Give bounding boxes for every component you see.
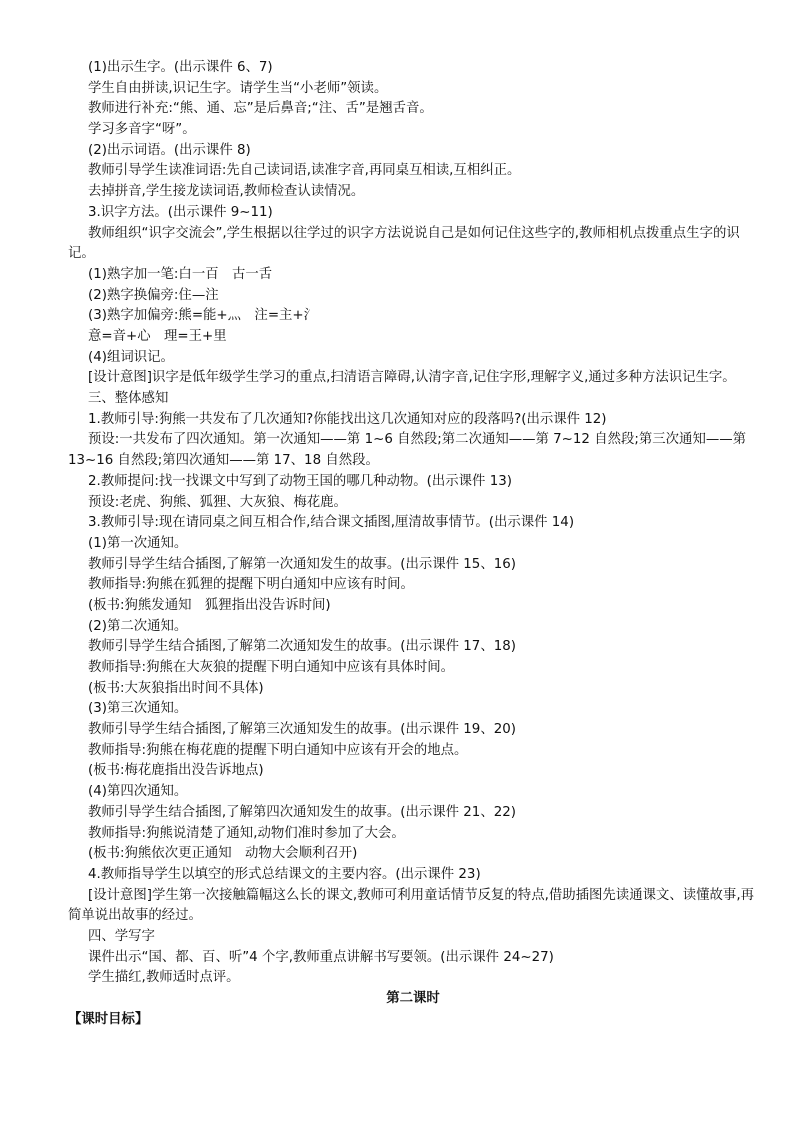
text-line: (4)组词识记。 xyxy=(88,349,174,365)
text-line: 教师引导学生结合插图,了解第一次通知发生的故事。(出示课件 15、16) xyxy=(88,556,516,572)
text-line: 教师进行补充:“熊、通、忘”是后鼻音;“注、舌”是翘舌音。 xyxy=(88,101,433,117)
board-note: (板书:狗熊依次更正通知 动物大会顺利召开) xyxy=(88,846,358,862)
text-line: (2)第二次通知。 xyxy=(88,618,188,634)
text-line: 预设:老虎、狗熊、狐狸、大灰狼、梅花鹿。 xyxy=(88,494,347,510)
text-line: 3.教师引导:现在请同桌之间互相合作,结合课文插图,厘清故事情节。(出示课件 14) xyxy=(88,515,575,531)
text-line: 教师引导学生结合插图,了解第三次通知发生的故事。(出示课件 19、20) xyxy=(88,722,516,738)
text-line: 3.识字方法。(出示课件 9~11) xyxy=(88,204,273,220)
text-line: 1.教师引导:狗熊一共发布了几次通知?你能找出这几次通知对应的段落吗?(出示课件 12) xyxy=(88,411,607,427)
text-line: 学生描红,教师适时点评。 xyxy=(88,970,240,986)
text-line: (2)熟字换偏旁:住—注 xyxy=(88,287,219,303)
text-line: 去掉拼音,学生接龙读词语,教师检查认读情况。 xyxy=(88,184,365,200)
text-line: 意=音+心 理=王+里 xyxy=(88,328,227,344)
objective-heading: 【课时目标】 xyxy=(68,1011,149,1027)
text-line: (4)第四次通知。 xyxy=(88,784,188,800)
design-intent-paragraph: [设计意图]学生第一次接触篇幅这么长的课文,教师可利用童话情节反复的特点,借助插图先读通课文、读懂故事,再简单说出故事的经过。 xyxy=(68,887,754,924)
text-line: (1)熟字加一笔:白一百 古一舌 xyxy=(88,266,273,282)
text-line: (1)第一次通知。 xyxy=(88,535,188,551)
text-line: 4.教师指导学生以填空的形式总结课文的主要内容。(出示课件 23) xyxy=(88,866,481,882)
text-line: 教师指导:狗熊在狐狸的提醒下明白通知中应该有时间。 xyxy=(88,577,414,593)
text-line: (3)熟字加偏旁:熊=能+灬 注=主+氵 xyxy=(88,308,318,324)
text-line: 2.教师提问:找一找课文中写到了动物王国的哪几种动物。(出示课件 13) xyxy=(88,473,512,489)
document-page xyxy=(68,58,758,1030)
text-line: 教师引导学生读准词语:先自己读词语,读准字音,再同桌互相读,互相纠正。 xyxy=(88,163,521,179)
text-line: 学习多音字“呀”。 xyxy=(88,122,196,138)
text-line: (2)出示词语。(出示课件 8) xyxy=(88,142,251,158)
text-line: 教师指导:狗熊在大灰狼的提醒下明白通知中应该有具体时间。 xyxy=(88,660,455,676)
design-intent-paragraph: [设计意图]识字是低年级学生学习的重点,扫清语言障碍,认清字音,记住字形,理解字义,通过多种方法识记生字。 xyxy=(88,370,736,386)
text-line: 学生自由拼读,识记生字。请学生当“小老师”领读。 xyxy=(88,80,388,96)
text-paragraph: 教师组织“识字交流会”,学生根据以往学过的识字方法说说自己是如何记住这些字的,教师相机点拨重点生字的识记。 xyxy=(68,225,740,262)
text-line: 课件出示“国、都、百、听”4 个字,教师重点讲解书写要领。(出示课件 24~27) xyxy=(88,949,554,965)
text-line: (1)出示生字。(出示课件 6、7) xyxy=(88,60,273,75)
section-heading: 三、整体感知 xyxy=(88,391,169,407)
board-note: (板书:狗熊发通知 狐狸指出没告诉时间) xyxy=(88,597,331,613)
text-line: 教师指导:狗熊在梅花鹿的提醒下明白通知中应该有开会的地点。 xyxy=(88,742,468,758)
text-paragraph: 预设:一共发布了四次通知。第一次通知——第 1~6 自然段;第二次通知——第 7~12 自然段;第三次通知——第 13~16 自然段;第四次通知——第 17、18 自然段。 xyxy=(68,432,747,469)
section-heading: 四、学写字 xyxy=(88,928,155,944)
board-note: (板书:梅花鹿指出没告诉地点) xyxy=(88,763,264,779)
text-line: 教师指导:狗熊说清楚了通知,动物们准时参加了大会。 xyxy=(88,825,405,841)
text-line: 教师引导学生结合插图,了解第二次通知发生的故事。(出示课件 17、18) xyxy=(88,639,516,655)
board-note: (板书:大灰狼指出时间不具体) xyxy=(88,680,264,696)
text-line: 教师引导学生结合插图,了解第四次通知发生的故事。(出示课件 21、22) xyxy=(88,804,516,820)
text-line: (3)第三次通知。 xyxy=(88,701,188,717)
lesson-heading: 第二课时 xyxy=(386,991,440,1007)
